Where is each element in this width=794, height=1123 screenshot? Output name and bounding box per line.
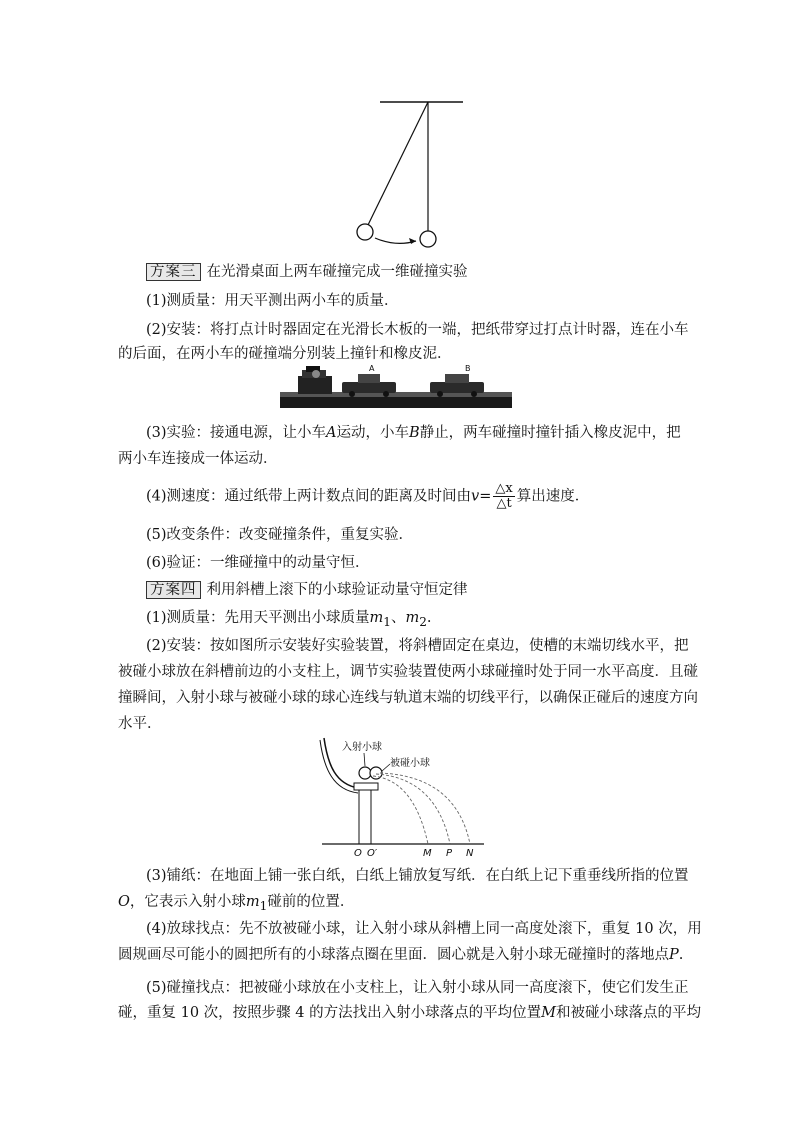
scheme4-step5-line1: (5)碰撞找点：把被碰小球放在小支柱上，让入射小球从同一高度滚下，使它们发生正 xyxy=(146,980,689,996)
scheme3-step2-line1: (2)安装：将打点计时器固定在光滑长木板的一端，把纸带穿过打点计时器，连在小车 xyxy=(146,322,689,338)
scheme4-tag: 方案四 xyxy=(146,581,201,599)
scheme4-step2-line2: 被碰小球放在斜槽前边的小支柱上，调节实验装置使两小球碰撞时处于同一水平高度．且碰 xyxy=(118,664,698,680)
carts-photo xyxy=(280,362,512,412)
scheme3-step3-line1: (3)实验：接通电源，让小车A运动，小车B静止，两车碰撞时撞针插入橡皮泥中，把 xyxy=(146,425,681,441)
scheme4-step5-line2: 碰，重复 10 次，按照步骤 4 的方法找出入射小球落点的平均位置M和被碰小球落点的平均 xyxy=(118,1005,701,1021)
trajectory-p xyxy=(376,774,450,844)
scheme4-step2-line4: 水平． xyxy=(118,716,162,732)
velocity-fraction: $\frac{\triangle x}{\triangle t}$ xyxy=(495,481,513,511)
table-edge xyxy=(354,783,378,790)
scheme4-step3-line2: O，它表示入射小球$m_1$碰前的位置． xyxy=(118,894,355,913)
scheme3-step2-line2: 的后面，在两小车的碰撞端分别装上撞针和橡皮泥． xyxy=(118,346,452,362)
scheme3-step5: (5)改变条件：改变碰撞条件，重复实验． xyxy=(146,527,414,543)
scheme4-step3-line1: (3)铺纸：在地面上铺一张白纸，白纸上铺放复写纸．在白纸上记下重垂线所指的位置 xyxy=(146,868,689,884)
pendulum-figure xyxy=(330,95,480,255)
incident-ball xyxy=(359,767,371,779)
point-p-label: P xyxy=(446,848,453,858)
scheme4-step2-line1: (2)安装：按如图所示安装好实验装置，将斜槽固定在桌边，使槽的末端切线水平，把 xyxy=(146,638,689,654)
pendulum-bob-raised xyxy=(357,224,373,240)
incident-label: 入射小球 xyxy=(342,742,382,753)
scheme3-step4: (4)测速度：通过纸带上两计数点间的距离及时间由v= $\frac{\triangle x}{\triangle t}$ 算出速度． xyxy=(146,481,590,511)
scheme3-step3-line2: 两小车连接成一体运动． xyxy=(118,451,278,467)
scheme3-title: 在光滑桌面上两车碰撞完成一维碰撞实验 xyxy=(206,264,468,280)
scheme4-step4-line2: 圆规画尽可能小的圆把所有的小球落点圈在里面．圆心就是入射小球无碰撞时的落地点P. xyxy=(118,947,684,963)
trajectory-m xyxy=(373,776,428,844)
arrowhead xyxy=(409,238,416,244)
scheme3-step6: (6)验证：一维碰撞中的动量守恒． xyxy=(146,555,370,571)
scheme4-step2-line3: 撞瞬间，入射小球与被碰小球的球心连线与轨道末端的切线平行，以确保正碰后的速度方向 xyxy=(118,690,698,706)
point-n-label: N xyxy=(466,848,474,858)
point-o-label: O xyxy=(354,848,362,858)
cart-b-label: B xyxy=(465,364,471,373)
target-label: 被碰小球 xyxy=(390,758,430,769)
point-o2-label: O′ xyxy=(367,848,378,858)
timer-device xyxy=(298,366,332,394)
scheme3-step1: (1)测质量：用天平测出两小车的质量． xyxy=(146,293,399,309)
point-m-label: M xyxy=(423,848,432,858)
chute-figure xyxy=(318,736,488,858)
track-board xyxy=(280,396,512,408)
pendulum-string-swung xyxy=(368,102,428,225)
scheme3-tag: 方案三 xyxy=(146,263,201,281)
scheme4-step1: (1)测质量：先用天平测出小球质量$m_1$、$m_2$. xyxy=(146,610,432,629)
scheme4-step4-line1: (4)放球找点：先不放被碰小球，让入射小球从斜槽上同一高度处滚下，重复 10 次，用 xyxy=(146,921,702,937)
cart-a-label: A xyxy=(369,364,375,373)
scheme4-title: 利用斜槽上滚下的小球验证动量守恒定律 xyxy=(206,582,468,598)
pendulum-bob-rest xyxy=(420,231,436,247)
